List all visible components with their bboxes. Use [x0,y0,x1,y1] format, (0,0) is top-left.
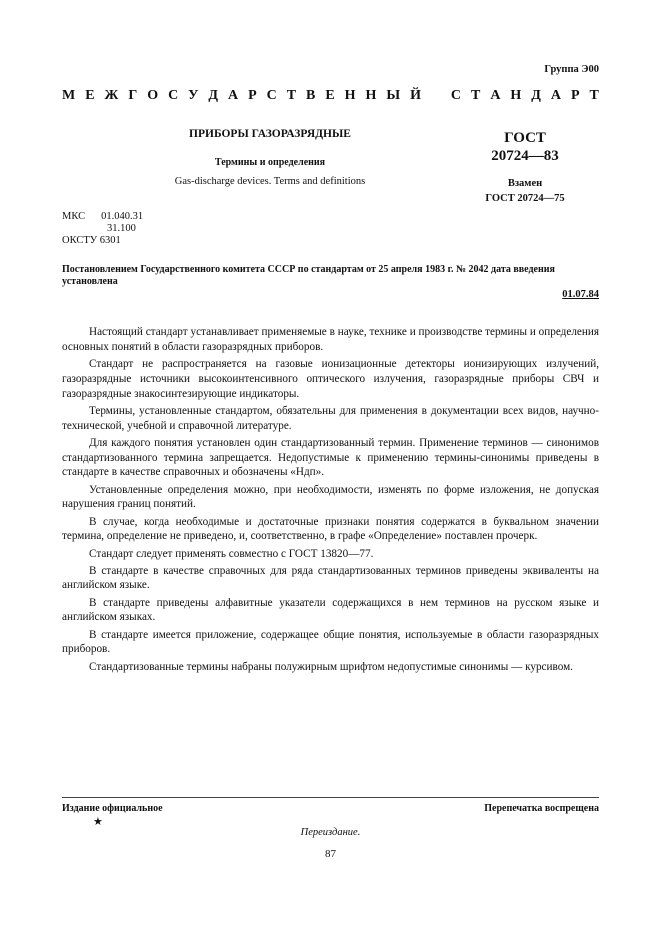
paragraph: Для каждого понятия установлен один стандартизованный термин. Применение терминов — синонимов стандартизованного термина запрещается. Недопустимые к применению термины-синонимы приведены в стандарте в качестве справочных и обозначены «Ндп». [62,436,599,479]
heading-letter: Й [410,88,421,103]
heading-letter: Ж [104,88,119,103]
heading-letter: Ы [386,88,401,103]
gost-label: ГОСТ [504,130,546,146]
mks-code-2: 31.100 [107,223,136,234]
reissue-label: Переиздание. [300,827,361,838]
heading-letter: Г [128,88,138,103]
decree-text: Постановлением Государственного комитета СССР по стандартам от 25 апреля 1983 г. № 2042 дата введения установлена [62,264,555,287]
heading-letter: А [228,88,239,103]
paragraph: Установленные определения можно, при необходимости, изменять по форме изложения, не допуская нарушения границ понятий. [62,483,599,511]
interstate-standard-heading [62,88,599,104]
heading-letter: Р [248,88,257,103]
paragraph: В стандарте приведены алфавитные указатели содержащихся в нем терминов на русском языке и английском языках. [62,596,599,624]
paragraph: В стандарте в качестве справочных для ряда стандартизованных терминов приведены эквиваленты на английском языке. [62,564,599,592]
group-code: Группа Э00 [544,64,599,75]
paragraph: Стандартизованные термины набраны полужирным шрифтом недопустимые синонимы — курсивом. [89,660,573,673]
star-icon: ★ [93,816,103,828]
heading-letter: А [550,88,561,103]
mks-code-1: 01.040.31 [101,211,144,222]
document-subtitle: Термины и определения [214,157,326,168]
english-title: Gas-discharge devices. Terms and definitions [174,176,366,187]
heading-letter: О [147,88,159,103]
gost-number: 20724—83 [491,148,559,164]
heading-letter: Д [208,88,219,103]
heading-letter: Е [325,88,335,103]
heading-letter: Т [286,88,297,103]
paragraph: В случае, когда необходимые и достаточные признаки понятия содержатся в буквальном значении термина, определение не приведено, и, соответственно, в графе «Определение» поставлен прочерк. [62,515,599,543]
heading-letter: Н [510,88,522,103]
okstu-row: ОКСТУ 6301 [62,235,121,246]
classification-codes [62,211,143,247]
footer-divider [62,797,599,798]
replace-number: ГОСТ 20724—75 [485,193,565,204]
heading-letter: Н [365,88,377,103]
heading-letter: Н [344,88,356,103]
document-title: ПРИБОРЫ ГАЗОРАЗРЯДНЫЕ [189,128,351,140]
reprint-prohibited-label: Перепечатка воспрещена [484,803,599,814]
heading-letter: С [168,88,179,103]
paragraph: Стандарт следует применять совместно с ГОСТ 13820—77. [89,547,374,560]
introduction-date: 01.07.84 [562,289,599,300]
paragraph: Термины, установленные стандартом, обязательны для применения в документации всех видов, научно-технической, учебной и справочной литературе. [62,404,599,432]
heading-letter: Р [570,88,580,103]
replace-label: Взамен [507,178,543,189]
official-edition-label: Издание официальное [62,803,163,814]
heading-letter: Е [85,88,95,103]
heading-letter: С [266,88,277,103]
heading-letter: У [188,88,199,103]
heading-letter: С [450,88,462,103]
mks-row-2 [62,223,143,235]
heading-letter: Т [471,88,481,103]
heading-letter: М [62,88,76,103]
heading-letter: Т [589,88,599,103]
heading-letter: Д [531,88,541,103]
main-body [62,325,599,677]
heading-letter: В [306,88,316,103]
mks-label: МКС [62,211,86,222]
paragraph: Настоящий стандарт устанавливает применяемые в науке, технике и производстве термины и определения основных понятий в области газоразрядных приборов. [62,326,599,353]
page-number: 87 [325,848,336,860]
mks-row [62,211,143,223]
paragraph: В стандарте имеется приложение, содержащее общие понятия, используемые в области газоразрядных приборов. [62,628,599,656]
replaces-block [470,176,580,206]
gost-designation [480,129,570,165]
paragraph: Стандарт не распространяется на газовые ионизационные детекторы ионизирующих излучений, газоразрядные источники высокоинтенсивного оптического излучения, газоразрядные приборы СВЧ и газоразрядные знакосинтезирующие индикаторы. [62,357,599,400]
heading-letter: А [490,88,501,103]
